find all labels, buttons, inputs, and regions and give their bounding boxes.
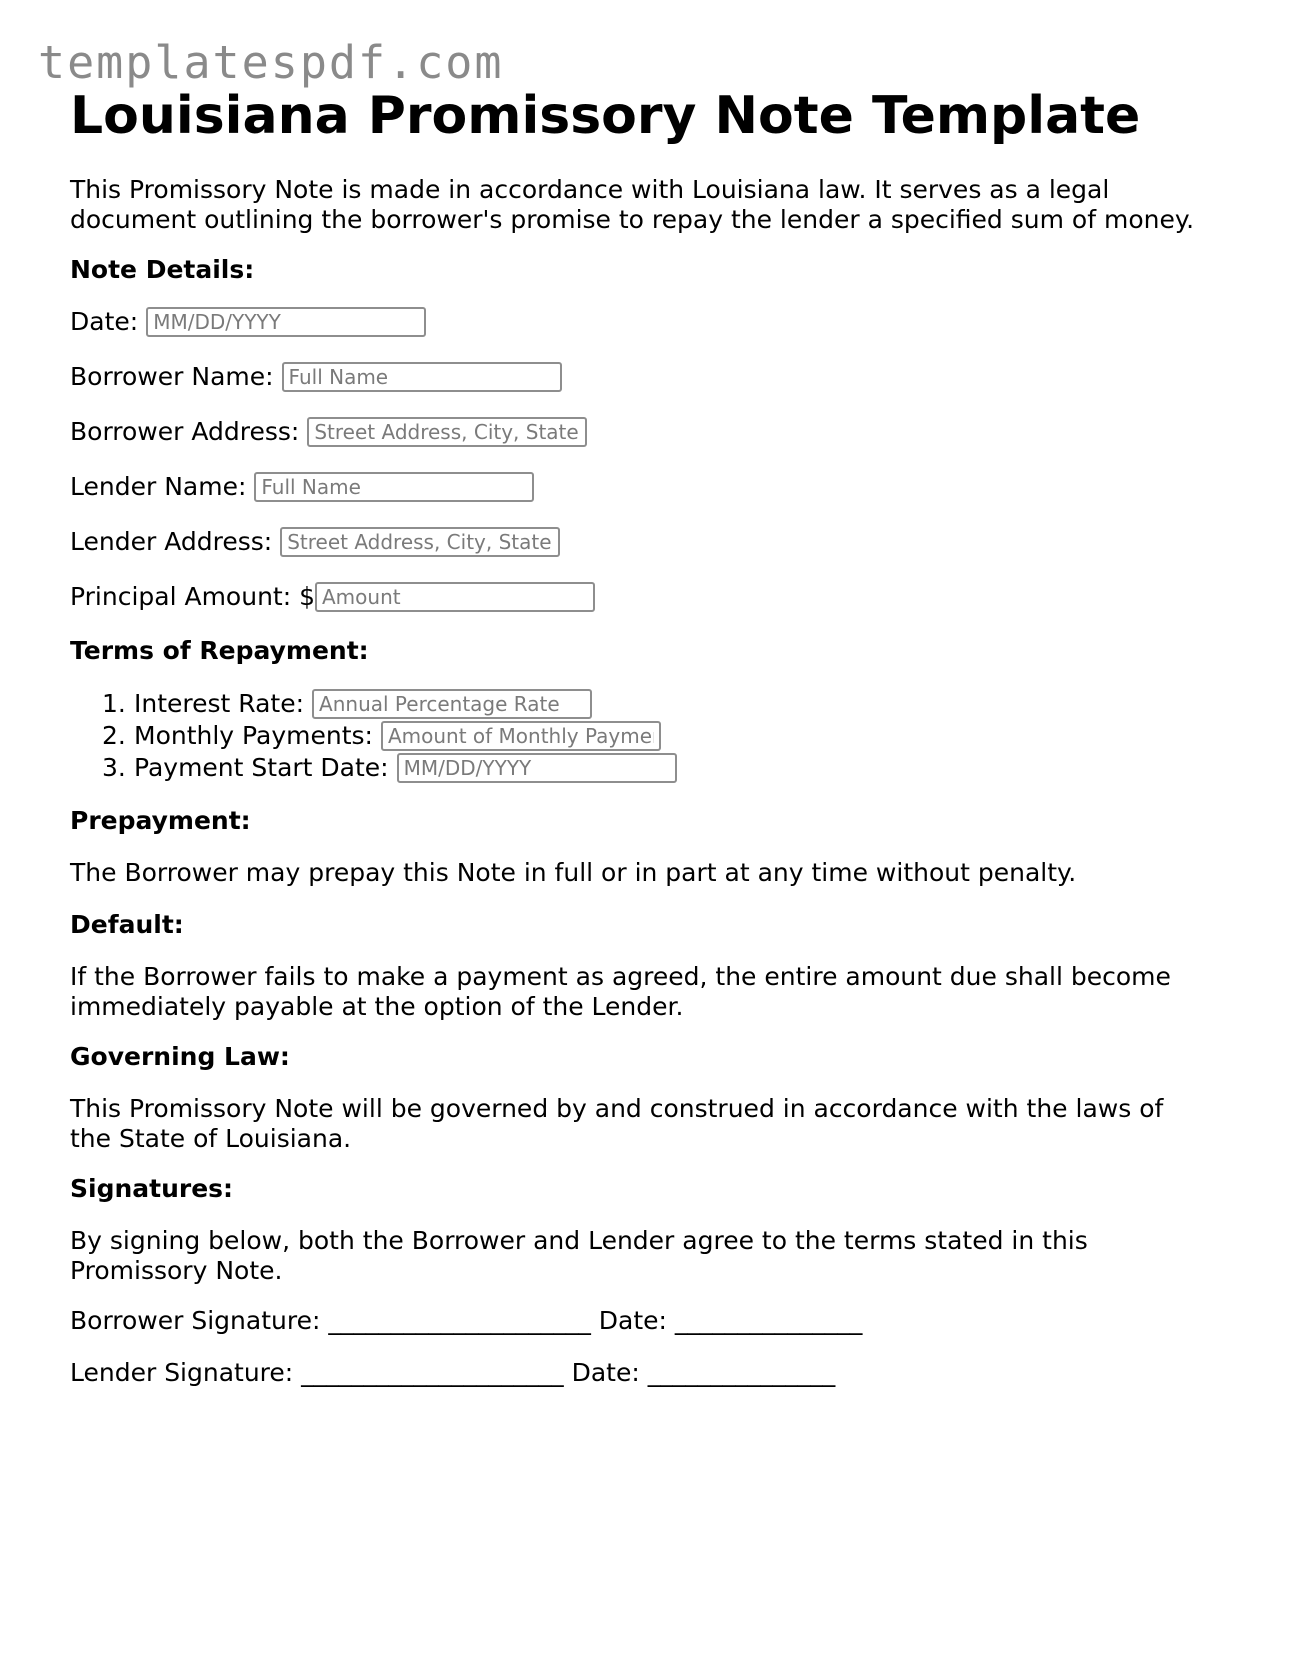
date-label: Date: [70,307,139,336]
monthly-payments-input[interactable] [381,721,661,751]
terms-item-payment-start-date [102,752,677,784]
borrower-name-row [70,361,562,393]
terms-item-number: 2. [102,721,126,750]
terms-item-monthly-payments [102,720,661,752]
intro-paragraph [70,175,1230,235]
prepayment-text: The Borrower may prepay this Note in full or in part at any time without penalty. [70,858,1077,887]
default-line-1: If the Borrower fails to make a payment as agreed, the entire amount due shall become [70,962,1171,991]
borrower-address-label: Borrower Address: [70,417,300,446]
date-input[interactable] [146,307,426,337]
terms-item-number: 1. [102,689,126,718]
lender-name-input[interactable] [254,472,534,502]
signatures-paragraph [70,1226,1230,1286]
borrower-name-input[interactable] [282,362,562,392]
default-line-2: immediately payable at the option of the Lender. [70,992,684,1021]
interest-rate-label: Interest Rate: [134,689,305,718]
page-title: Louisiana Promissory Note Template [70,86,1141,146]
borrower-address-row [70,416,587,448]
principal-amount-label: Principal Amount: $ [70,582,315,611]
governing-law-line-1: This Promissory Note will be governed by and construed in accordance with the laws of [70,1094,1164,1123]
lender-name-row [70,471,534,503]
lender-signature-line: Lender Signature: _____________________ Date: _______________ [70,1358,836,1387]
default-heading: Default: [70,910,184,939]
principal-amount-row [70,581,595,613]
date-field-row [70,306,426,338]
governing-law-heading: Governing Law: [70,1042,290,1071]
intro-line-2: document outlining the borrower's promise to repay the lender a specified sum of money. [70,205,1195,234]
payment-start-date-input[interactable] [397,753,677,783]
lender-name-label: Lender Name: [70,472,247,501]
note-details-heading: Note Details: [70,255,255,284]
borrower-address-input[interactable] [307,417,587,447]
governing-law-line-2: the State of Louisiana. [70,1124,352,1153]
governing-law-paragraph [70,1094,1230,1154]
signatures-line-2: Promissory Note. [70,1256,283,1285]
terms-item-interest-rate [102,688,592,720]
terms-item-number: 3. [102,753,126,782]
payment-start-date-label: Payment Start Date: [134,753,389,782]
terms-heading: Terms of Repayment: [70,636,369,665]
lender-address-input[interactable] [280,527,560,557]
lender-address-label: Lender Address: [70,527,273,556]
watermark: templatespdf.com [38,36,504,89]
lender-address-row [70,526,560,558]
signatures-line-1: By signing below, both the Borrower and Lender agree to the terms stated in this [70,1226,1088,1255]
interest-rate-input[interactable] [312,689,592,719]
signatures-heading: Signatures: [70,1174,234,1203]
prepayment-heading: Prepayment: [70,806,251,835]
borrower-signature-line: Borrower Signature: _____________________ Date: _______________ [70,1306,863,1335]
borrower-name-label: Borrower Name: [70,362,274,391]
default-paragraph [70,962,1230,1022]
principal-amount-input[interactable] [315,582,595,612]
intro-line-1: This Promissory Note is made in accordance with Louisiana law. It serves as a legal [70,175,1110,204]
monthly-payments-label: Monthly Payments: [134,721,373,750]
